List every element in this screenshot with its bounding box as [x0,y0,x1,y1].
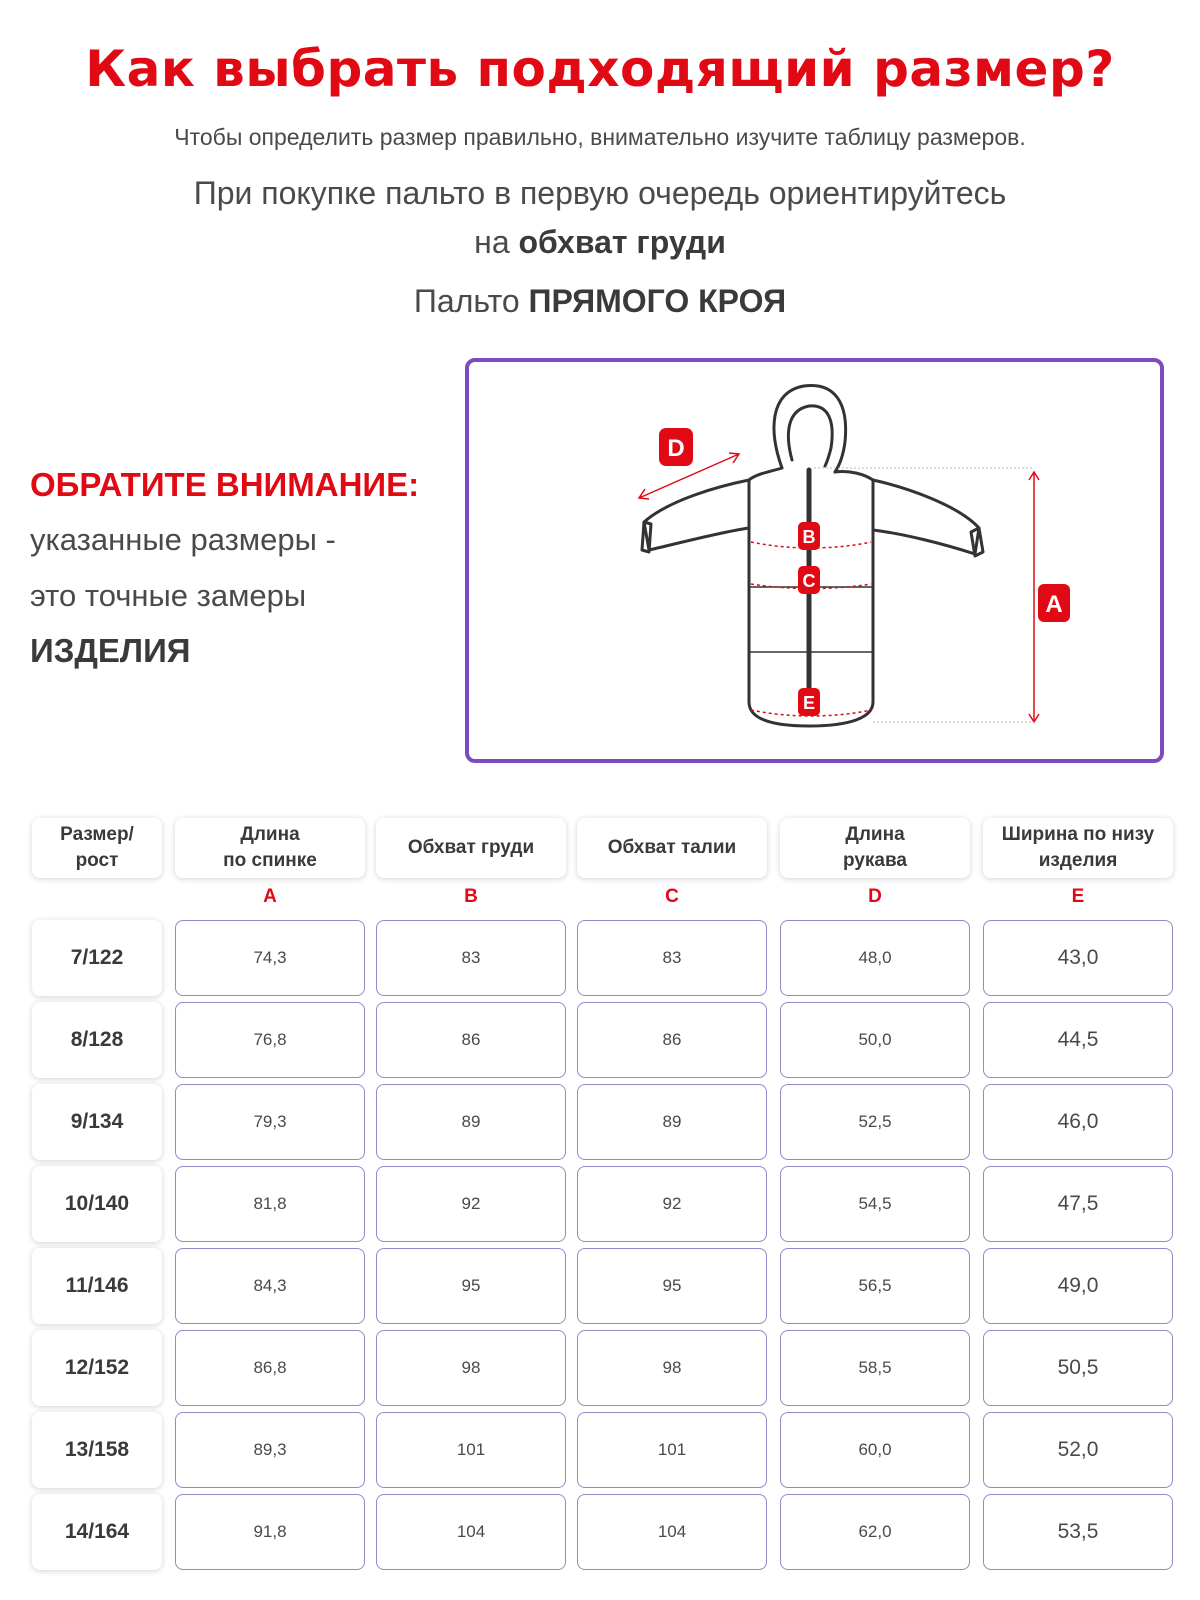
table-row [0,1330,1200,1408]
cell-chest: 95 [376,1248,566,1324]
cell-back-length: 81,8 [175,1166,365,1242]
coat-hood-inner [788,406,832,466]
coat-right-sleeve [873,480,979,554]
header-hem-width: Ширина по низу изделия [983,818,1173,878]
cell-chest: 89 [376,1084,566,1160]
header-letter-b: B [464,886,478,907]
header-waist: Обхват талии [577,818,767,878]
header-sleeve: Длина рукава [780,818,970,878]
lead-line-1: При покупке пальто в первую очередь ориентируйтесь [193,175,1007,211]
cell-hem-width: 53,5 [983,1494,1173,1570]
cell-back-length: 79,3 [175,1084,365,1160]
cell-hem-width: 44,5 [983,1002,1173,1078]
cell-hem-width: 52,0 [983,1412,1173,1488]
lead-line-2-bold: обхват груди [518,224,726,260]
cell-sleeve: 62,0 [780,1494,970,1570]
table-row [0,1412,1200,1490]
cut-type-bold: ПРЯМОГО КРОЯ [528,283,787,319]
header-letter-e: E [1071,886,1085,907]
label-b: B [802,527,816,547]
label-a: A [1045,591,1063,618]
cell-waist: 95 [577,1248,767,1324]
notice-line-2: это точные замеры [30,578,307,613]
table-row [0,1166,1200,1244]
cell-waist: 83 [577,920,767,996]
size-cell: 11/146 [32,1248,162,1324]
size-cell: 9/134 [32,1084,162,1160]
coat-left-sleeve [644,480,749,550]
header-back-length: Длина по спинке [175,818,365,878]
header-letter-a: A [263,886,277,907]
cell-sleeve: 60,0 [780,1412,970,1488]
header-size: Размер/ рост [32,818,162,878]
cell-waist: 101 [577,1412,767,1488]
table-row [0,1494,1200,1572]
cell-chest: 104 [376,1494,566,1570]
cell-sleeve: 58,5 [780,1330,970,1406]
table-row [0,920,1200,998]
cell-chest: 92 [376,1166,566,1242]
cell-back-length: 91,8 [175,1494,365,1570]
label-d: D [667,435,685,462]
table-row [0,1002,1200,1080]
cell-back-length: 89,3 [175,1412,365,1488]
cell-sleeve: 56,5 [780,1248,970,1324]
cell-chest: 98 [376,1330,566,1406]
cell-back-length: 76,8 [175,1002,365,1078]
cell-hem-width: 46,0 [983,1084,1173,1160]
cell-sleeve: 50,0 [780,1002,970,1078]
label-e: E [802,693,816,713]
cell-sleeve: 48,0 [780,920,970,996]
page-title: Как выбрать подходящий размер? [85,40,1115,98]
header-chest: Обхват груди [376,818,566,878]
header-letter-d: D [868,886,882,907]
cell-waist: 92 [577,1166,767,1242]
coat-diagram [465,358,1164,763]
coat-illustration [469,362,1160,759]
cell-back-length: 74,3 [175,920,365,996]
page-subtitle: Чтобы определить размер правильно, внимательно изучите таблицу размеров. [174,124,1026,150]
coat-hood [774,385,846,472]
size-cell: 14/164 [32,1494,162,1570]
notice-title: ОБРАТИТЕ ВНИМАНИЕ: [30,466,420,503]
cut-type [0,283,1200,320]
notice-line-1: указанные размеры - [30,522,336,557]
cell-waist: 89 [577,1084,767,1160]
table-row [0,1084,1200,1162]
notice-strong: ИЗДЕЛИЯ [30,632,191,669]
size-cell: 7/122 [32,920,162,996]
cell-back-length: 86,8 [175,1330,365,1406]
size-cell: 12/152 [32,1330,162,1406]
lead-line-2 [0,224,1200,261]
cut-type-prefix: Пальто [413,283,529,319]
header-letter-c: C [665,886,679,907]
cell-waist: 86 [577,1002,767,1078]
cell-chest: 101 [376,1412,566,1488]
cell-chest: 86 [376,1002,566,1078]
cell-back-length: 84,3 [175,1248,365,1324]
cell-hem-width: 47,5 [983,1166,1173,1242]
cell-hem-width: 49,0 [983,1248,1173,1324]
size-cell: 8/128 [32,1002,162,1078]
size-cell: 10/140 [32,1166,162,1242]
cell-hem-width: 50,5 [983,1330,1173,1406]
cell-hem-width: 43,0 [983,920,1173,996]
cell-waist: 104 [577,1494,767,1570]
size-cell: 13/158 [32,1412,162,1488]
label-c: C [802,571,816,591]
cell-chest: 83 [376,920,566,996]
cell-waist: 98 [577,1330,767,1406]
table-row [0,1248,1200,1326]
lead-line-2-prefix: на [474,224,519,260]
cell-sleeve: 54,5 [780,1166,970,1242]
cell-sleeve: 52,5 [780,1084,970,1160]
